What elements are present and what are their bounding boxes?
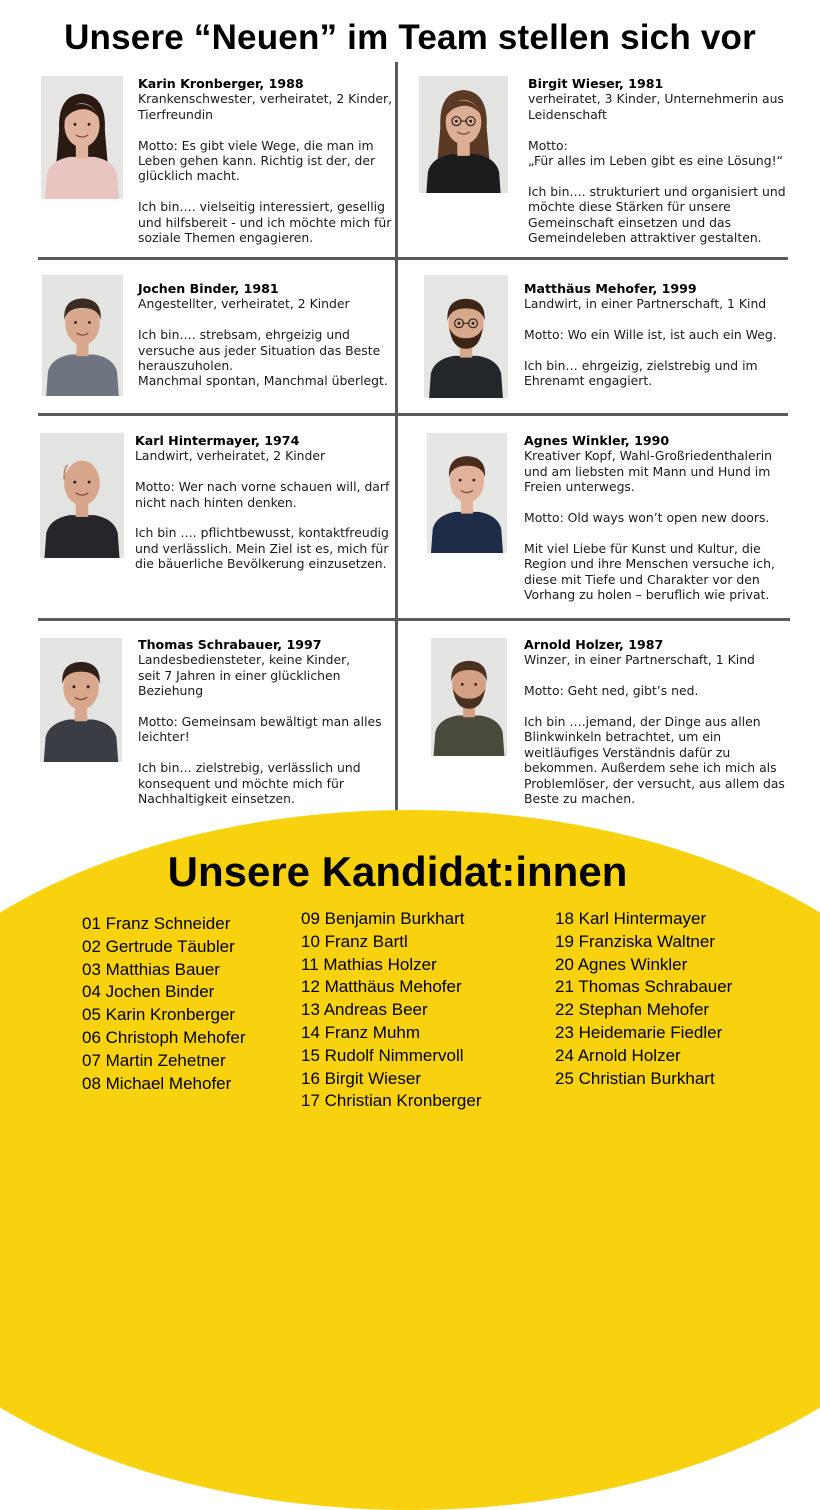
person-description: Ich bin…. vielseitig interessiert, gesellig und hilfsbereit - und ich möchte mich für soziale Themen engagieren.	[138, 199, 392, 246]
person-description: Kreativer Kopf, Wahl-Großriedenthalerin und am liebsten mit Mann und Hund im Freien unterwegs.	[524, 448, 772, 495]
person-text	[138, 281, 393, 389]
paragraph-gap	[138, 122, 393, 137]
candidates-title: Unsere Kandidat:innen	[167, 848, 628, 895]
paragraph-gap	[524, 668, 799, 683]
paragraph-gap	[524, 699, 799, 714]
candidate-entry: 03 Matthias Bauer	[82, 959, 220, 979]
person-description: Angestellter, verheiratet, 2 Kinder	[138, 296, 350, 312]
person-description: Motto: Es gibt viele Wege, die man im Leben gehen kann. Richtig ist der, der glücklich macht.	[138, 137, 376, 184]
person-text	[138, 76, 393, 245]
person-description: Landesbediensteter, keine Kinder, seit 7 Jahren in einer glücklichen Beziehung	[138, 652, 351, 699]
paragraph-gap	[138, 745, 393, 760]
candidate-entry: 16 Birgit Wieser	[301, 1068, 421, 1088]
paragraph-gap	[138, 184, 393, 199]
candidate-entry: 07 Martin Zehetner	[82, 1050, 226, 1070]
person-description: Ich bin…. strebsam, ehrgeizig und versuche aus jeder Situation das Beste herauszuholen. Manchmal spontan, Manchmal überlegt.	[138, 327, 388, 389]
candidate-entry: 02 Gertrude Täubler	[82, 936, 235, 956]
person-description: Ich bin… ehrgeizig, zielstrebig und im Ehrenamt engagiert.	[524, 358, 758, 389]
paragraph-gap	[138, 699, 393, 714]
person-name: Matthäus Mehofer, 1999	[524, 281, 697, 296]
candidate-entry: 14 Franz Muhm	[301, 1022, 421, 1042]
candidate-entry: 22 Stephan Mehofer	[555, 1000, 710, 1020]
portrait-illustration	[42, 275, 123, 396]
person-name: Jochen Binder, 1981	[138, 281, 279, 296]
row-divider-2	[38, 413, 788, 416]
paragraph-gap	[524, 495, 804, 510]
candidate-entry: 05 Karin Kronberger	[82, 1005, 236, 1025]
candidate-list-2	[301, 908, 481, 1113]
person-description: Motto: Wo ein Wille ist, ist auch ein Weg.	[524, 327, 777, 343]
candidate-list-1	[82, 913, 245, 1095]
portrait-illustration	[431, 638, 507, 756]
person-description: Ich bin …. pflichtbewusst, kontaktfreudig und verlässlich. Mein Ziel ist es, mich für die bäuerliche Bevölkerung einzusetzen.	[135, 525, 389, 572]
person-description: Winzer, in einer Partnerschaft, 1 Kind	[524, 652, 755, 668]
person-photo	[40, 638, 122, 762]
paragraph-gap	[138, 312, 393, 327]
candidate-entry: 17 Christian Kronberger	[301, 1091, 482, 1111]
person-description: Krankenschwester, verheiratet, 2 Kinder, Tierfreundin	[138, 91, 393, 122]
candidate-entry: 04 Jochen Binder	[82, 982, 215, 1002]
candidate-entry: 20 Agnes Winkler	[555, 954, 688, 974]
person-description: Motto: Wer nach vorne schauen will, darf nicht nach hinten denken.	[135, 479, 390, 510]
person-photo	[419, 76, 508, 193]
candidate-entry: 01 Franz Schneider	[82, 914, 231, 933]
candidate-entry: 13 Andreas Beer	[301, 1000, 428, 1020]
candidate-entry: 11 Mathias Holzer	[301, 954, 437, 974]
portrait-illustration	[424, 275, 508, 398]
person-description: Ich bin ….jemand, der Dinge aus allen Blinkwinkeln betrachtet, um ein weitläufiges Verständnis dafür zu bekommen. Außerdem sehe ich mich als Problemlöser, der versucht, aus allem das Beste zu machen.	[524, 714, 785, 807]
person-description: verheiratet, 3 Kinder, Unternehmerin aus Leidenschaft	[528, 91, 784, 122]
paragraph-gap	[135, 510, 393, 525]
portrait-illustration	[40, 433, 124, 558]
candidate-entry: 10 Franz Bartl	[301, 931, 408, 951]
person-photo	[424, 275, 508, 398]
candidate-entry: 24 Arnold Holzer	[555, 1045, 681, 1065]
paragraph-gap	[135, 464, 393, 479]
paragraph-gap	[528, 122, 798, 137]
row-divider-1	[38, 257, 788, 260]
row-divider-3	[38, 618, 790, 621]
vertical-divider	[395, 62, 398, 812]
candidate-entry: 18 Karl Hintermayer	[555, 909, 707, 928]
candidate-entry: 21 Thomas Schrabauer	[555, 977, 733, 997]
person-name: Birgit Wieser, 1981	[528, 76, 664, 91]
person-text	[135, 433, 393, 572]
candidate-entry: 12 Matthäus Mehofer	[301, 977, 462, 997]
portrait-illustration	[419, 76, 508, 193]
person-description: Mit viel Liebe für Kunst und Kultur, die Region und ihre Menschen versuche ich, diese mit Tiefe und Charakter vor den Vorhang zu holen – beruflich wie privat.	[524, 540, 775, 603]
paragraph-gap	[524, 525, 804, 540]
candidate-entry: 23 Heidemarie Fiedler	[555, 1022, 723, 1042]
portrait-illustration	[427, 433, 507, 553]
person-description: Landwirt, verheiratet, 2 Kinder	[135, 448, 326, 464]
person-text	[528, 76, 798, 245]
paragraph-gap	[528, 168, 798, 183]
person-description: Motto: Geht ned, gibt’s ned.	[524, 683, 699, 699]
person-text	[524, 433, 804, 602]
candidate-entry: 08 Michael Mehofer	[82, 1073, 232, 1093]
person-text	[524, 281, 794, 389]
paragraph-gap	[524, 343, 794, 358]
person-description: Ich bin…. strukturiert und organisiert und möchte diese Stärken für unsere Gemeinschaft einsetzen und das Gemeindeleben attraktiver gestalten.	[528, 183, 786, 246]
person-photo	[427, 433, 507, 553]
candidate-entry: 06 Christoph Mehofer	[82, 1027, 246, 1047]
person-name: Karl Hintermayer, 1974	[135, 433, 300, 448]
person-photo	[40, 433, 124, 558]
candidate-entry: 25 Christian Burkhart	[555, 1068, 715, 1088]
candidate-entry: 15 Rudolf Nimmervoll	[301, 1045, 464, 1065]
portrait-illustration	[41, 76, 123, 199]
person-name: Karin Kronberger, 1988	[138, 76, 304, 91]
person-description: Ich bin… zielstrebig, verlässlich und konsequent und möchte mich für Nachhaltigkeit einsetzen.	[138, 760, 361, 807]
candidate-entry: 19 Franziska Waltner	[555, 931, 715, 951]
person-name: Thomas Schrabauer, 1997	[138, 637, 322, 652]
person-description: Landwirt, in einer Partnerschaft, 1 Kind	[524, 296, 767, 312]
person-photo	[42, 275, 123, 396]
person-photo	[41, 76, 123, 199]
person-text	[524, 637, 799, 806]
person-description: Motto: Gemeinsam bewältigt man alles leichter!	[138, 714, 382, 745]
person-name: Arnold Holzer, 1987	[524, 637, 664, 652]
page-title: Unsere “Neuen” im Team stellen sich vor	[64, 18, 756, 57]
paragraph-gap	[524, 312, 794, 327]
portrait-illustration	[40, 638, 122, 762]
person-photo	[431, 638, 507, 756]
person-text	[138, 637, 393, 806]
candidate-list-3	[555, 908, 732, 1090]
person-description: Motto: „Für alles im Leben gibt es eine Lösung!“	[528, 137, 783, 169]
person-description: Motto: Old ways won’t open new doors.	[524, 510, 770, 526]
candidate-entry: 09 Benjamin Burkhart	[301, 909, 465, 928]
person-name: Agnes Winkler, 1990	[524, 433, 670, 448]
